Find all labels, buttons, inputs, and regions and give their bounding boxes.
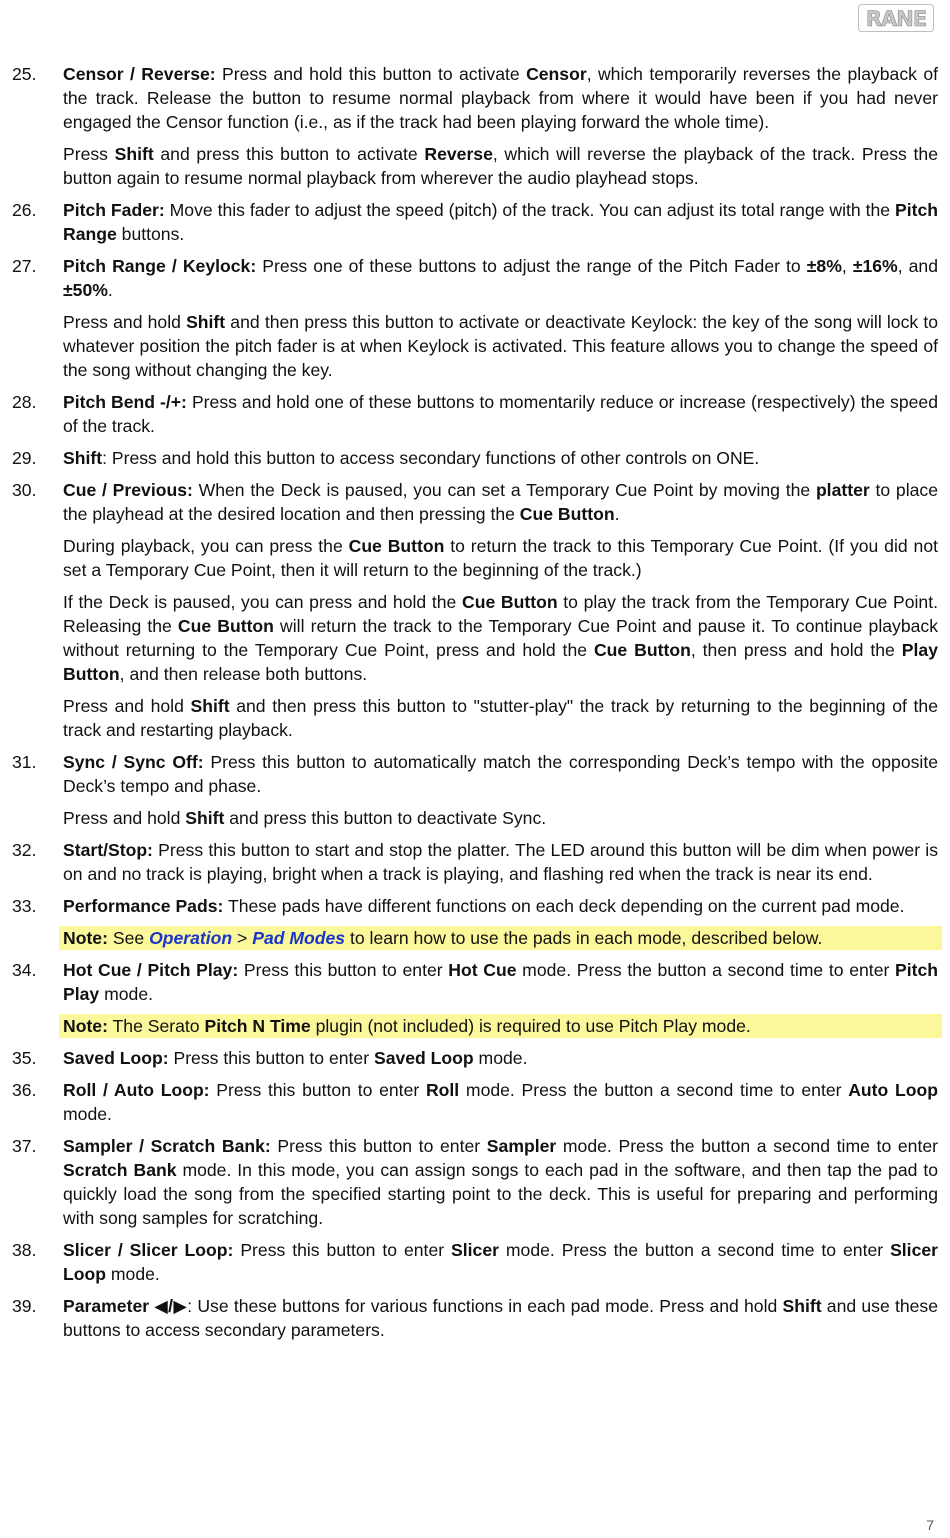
text-run: : Press and hold this button to access secondary functions of other controls on ONE. [102,448,760,468]
text-run: Press and hold [63,808,186,828]
bold-text: Auto Loop [848,1080,938,1100]
paragraph [63,478,938,526]
bold-text: Shift [782,1296,822,1316]
list-item [12,62,938,190]
bold-text: Shift [190,696,230,716]
bold-text: Pitch Fader: [63,200,165,220]
bold-text: Start/Stop: [63,840,153,860]
text-run: When the Deck is paused, you can set a Temporary Cue Point by moving the [192,480,816,500]
paragraph [63,1294,938,1342]
list-item [12,1238,938,1286]
text-run: mode. Press the button a second time to enter [556,1136,939,1156]
text-run: Press this button to enter [168,1048,374,1068]
bold-text: Performance Pads: [63,896,224,916]
bold-text: Pitch Range / Keylock: [63,256,257,276]
paragraph [63,1238,938,1286]
bold-text: Shift [185,808,225,828]
bold-text: Shift [114,144,154,164]
text-run: mode. Press the button a second time to enter [498,1240,891,1260]
list-item [12,894,938,950]
paragraph [63,1046,938,1070]
text-run: Press this button to enter [233,1240,452,1260]
text-run: Press this button to enter [238,960,449,980]
bold-text: platter [815,480,870,500]
paragraph [63,534,938,582]
list-item [12,1078,938,1126]
paragraph [63,694,938,742]
text-run: and press this button to activate [153,144,425,164]
list-item [12,446,938,470]
note-paragraph [59,926,942,950]
list-item [12,1294,938,1342]
bold-text: Saved Loop: [63,1048,169,1068]
text-run: mode. [63,1104,112,1124]
text-run: to place the playhead at the desired location and then pressing the [63,480,938,524]
item-number: 33. [12,896,37,916]
rane-logo [858,4,934,32]
bold-text: Pitch Bend -/+: [63,392,187,412]
text-run: > [232,928,253,948]
text-run: These pads have different functions on each deck depending on the current pad mode. [223,896,905,916]
text-run: Press and hold one of these buttons to momentarily reduce or increase (respectively) the speed of the track. [63,392,938,436]
item-number: 32. [12,840,37,860]
bold-text: Roll / Auto Loop: [63,1080,210,1100]
bold-text: Roll [425,1080,460,1100]
bold-text: Pitch Play [63,960,939,1004]
bold-text: ±16% [852,256,898,276]
text-run: mode. Press the button a second time to enter [516,960,896,980]
paragraph [63,310,938,382]
bold-text: Play Button [63,640,938,684]
list-item [12,1046,938,1070]
bold-text: ±50% [63,280,108,300]
item-number: 36. [12,1080,37,1100]
note-paragraph [59,1014,942,1038]
bold-text: Reverse [424,144,493,164]
text-run: and press this button to deactivate Sync. [224,808,547,828]
bold-text: Cue Button [348,536,445,556]
bold-text: Cue Button [593,640,691,660]
paragraph [63,62,938,134]
text-run: mode. [473,1048,528,1068]
text-run: to return the track to this Temporary Cue Point. (If you did not set a Temporary Cue Point, then it will return to the beginning of the track.) [63,536,938,580]
paragraph [63,750,938,798]
bold-text: Scratch Bank [63,1160,177,1180]
text-run: mode. [106,1264,160,1284]
text-run: buttons. [116,224,185,244]
list-item [12,478,938,742]
text-run: If the Deck is paused, you can press and hold the [63,592,462,612]
item-number: 39. [12,1296,37,1316]
text-run: Press this button to enter [270,1136,487,1156]
bold-text: Hot Cue / Pitch Play: [63,960,239,980]
item-number: 25. [12,64,37,84]
item-number: 38. [12,1240,37,1260]
text-run: Press and hold [63,696,191,716]
paragraph [63,894,938,918]
paragraph [63,142,938,190]
text-run: Press one of these buttons to adjust the range of the Pitch Fader to [256,256,807,276]
item-number: 35. [12,1048,37,1068]
item-number: 31. [12,752,37,772]
list-item [12,390,938,438]
text-run: Press this button to enter [209,1080,426,1100]
item-number: 27. [12,256,37,276]
text-run: The Serato [107,1016,205,1036]
text-run: . [107,280,113,300]
text-run: to learn how to use the pads in each mode, described below. [345,928,823,948]
text-run: , which will reverse the playback of the track. Press the button again to resume normal playback from wherever the audio playhead stops. [63,144,938,188]
text-run: , and [897,256,938,276]
bold-text: Saved Loop [373,1048,474,1068]
bold-text: Cue Button [519,504,615,524]
cross-reference-link[interactable]: Pad Modes [252,928,346,948]
text-run: , then press and hold the [690,640,902,660]
text-run: See [107,928,150,948]
list-item [12,750,938,830]
bold-text: Pitch N Time [204,1016,311,1036]
text-run: , which temporarily reverses the playback of the track. Release the button to resume normal playback from where it would have been if you had never engaged the Censor function (i.e., as if the track had been playing forward the whole time). [63,64,939,132]
text-run: . [614,504,620,524]
text-run: Press [63,144,115,164]
item-number: 28. [12,392,37,412]
bold-text: Censor / Reverse: [63,64,216,84]
bold-text: Cue Button [177,616,274,636]
bold-text: Censor [526,64,587,84]
list-item [12,198,938,246]
bold-text: Cue Button [462,592,558,612]
bold-text: Pitch Range [63,200,939,244]
paragraph [63,806,938,830]
bold-text: Slicer / Slicer Loop: [63,1240,234,1260]
text-run: , and then release both buttons. [119,664,368,684]
item-number: 26. [12,200,37,220]
logo-text: RANE [865,7,927,31]
bold-text: Cue / Previous: [63,480,193,500]
text-run: Press and hold this button to activate [215,64,527,84]
list-item [12,1134,938,1230]
text-run: Press this button to start and stop the platter. The LED around this button will be dim when power is on and no track is playing, bright when a track is playing, and flashing red when the track is near its end. [63,840,938,884]
bold-text: Hot Cue [448,960,517,980]
list-item [12,958,938,1038]
text-run: mode. [99,984,153,1004]
text-run: : Use these buttons for various functions in each pad mode. Press and hold [187,1296,783,1316]
paragraph [63,446,938,470]
bold-text: ±8% [806,256,842,276]
paragraph [63,1134,938,1230]
bold-text: Slicer [451,1240,499,1260]
paragraph [63,390,938,438]
paragraph [63,254,938,302]
paragraph [63,958,938,1006]
item-number: 29. [12,448,37,468]
text-run: plugin (not included) is required to use Pitch Play mode. [310,1016,751,1036]
paragraph [63,590,938,686]
text-run: mode. Press the button a second time to enter [459,1080,849,1100]
text-run: mode. In this mode, you can assign songs to each pad in the software, and then tap the pad to quickly load the song from the specified starting point to the deck. This is useful for preparing and performing with song samples for scratching. [63,1160,938,1228]
text-run: Press this button to automatically match the corresponding Deck’s tempo with the opposite Deck’s tempo and phase. [63,752,938,796]
item-number: 34. [12,960,37,980]
paragraph [63,1078,938,1126]
text-run: , [841,256,853,276]
item-number: 37. [12,1136,37,1156]
bold-text: Note: [63,1016,108,1036]
document-body [12,62,938,1350]
bold-text: Slicer Loop [63,1240,938,1284]
text-run: and then press this button to activate or deactivate Keylock: the key of the song will lock to whatever position the pitch fader is at when Keylock is activated. This feature allows you to change the speed of the song without changing the key. [63,312,938,380]
list-item [12,838,938,886]
bold-text: Sampler / Scratch Bank: [63,1136,271,1156]
bold-text: Shift [63,448,103,468]
bold-text: Note: [63,928,108,948]
text-run: will return the track to the Temporary Cue Point and pause it. To continue playback without returning to the Temporary Cue Point, press and hold the [63,616,938,660]
text-run: and use these buttons to access secondary parameters. [63,1296,938,1340]
list-item [12,254,938,382]
text-run: During playback, you can press the [63,536,349,556]
page-number: 7 [926,1517,934,1533]
paragraph [63,198,938,246]
text-run: and then press this button to "stutter-play" the track by returning to the beginning of the track and restarting playback. [63,696,938,740]
rane-logo-graphic [858,4,934,32]
bold-text: Sampler [486,1136,557,1156]
bold-text: Parameter ◀/▶ [63,1296,188,1316]
item-number: 30. [12,480,37,500]
cross-reference-link[interactable]: Operation [149,928,233,948]
text-run: Press and hold [63,312,187,332]
text-run: to play the track from the Temporary Cue Point. Releasing the [63,592,938,636]
bold-text: Shift [186,312,226,332]
text-run: Move this fader to adjust the speed (pitch) of the track. You can adjust its total range with the [164,200,895,220]
paragraph [63,838,938,886]
bold-text: Sync / Sync Off: [63,752,204,772]
